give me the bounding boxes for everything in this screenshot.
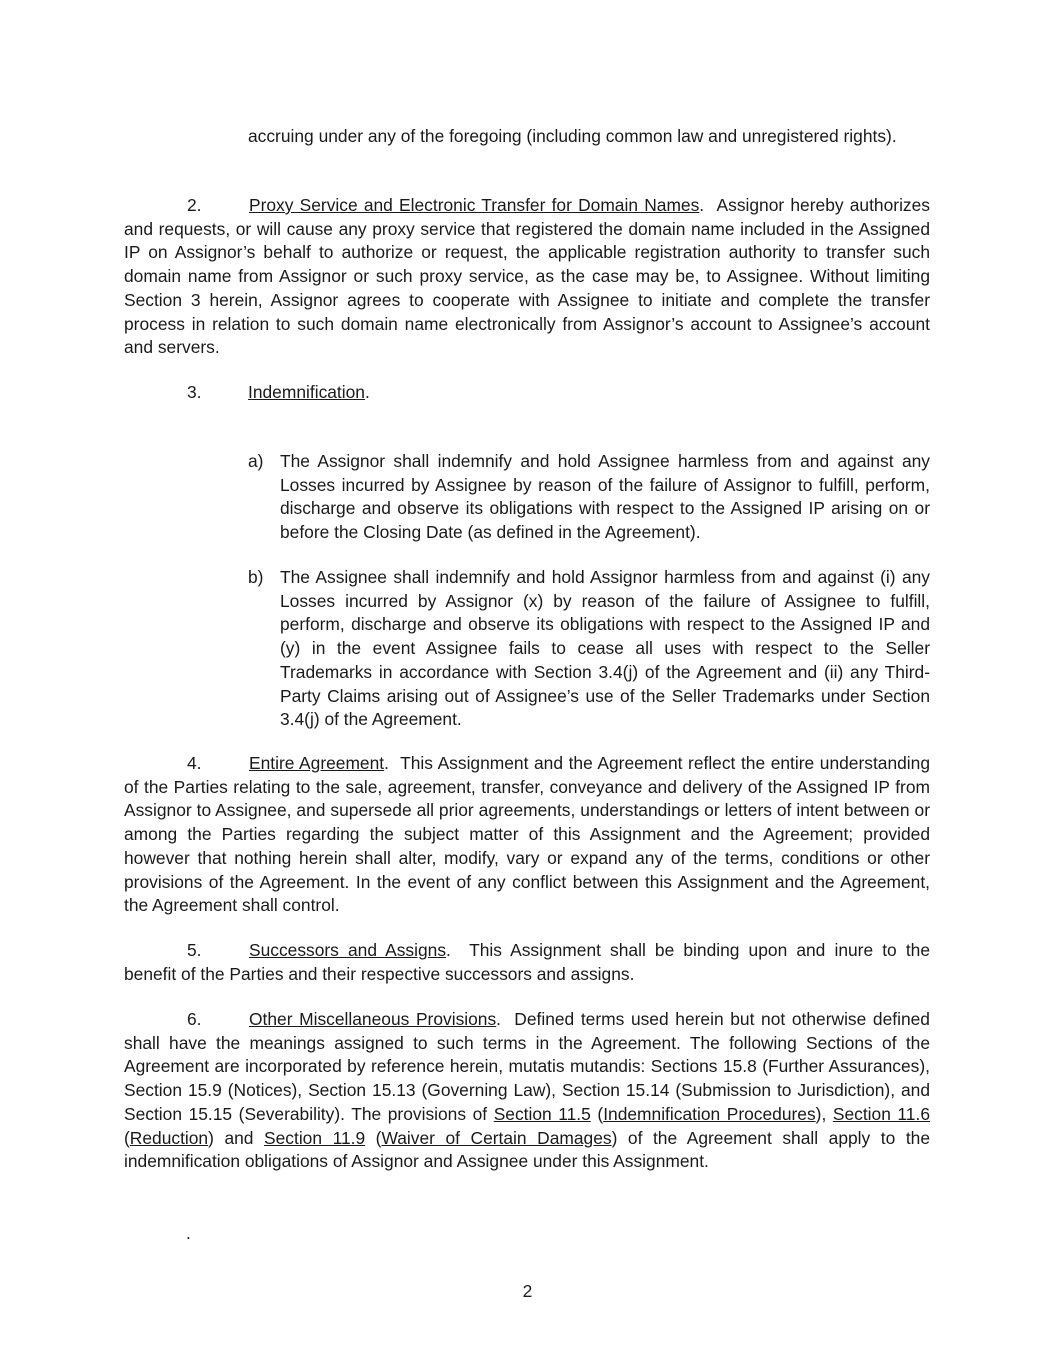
section-3-number: 3.: [187, 382, 202, 402]
section-11-9-ref: Section 11.9: [264, 1127, 366, 1148]
section-3b-text: The Assignee shall indemnify and hold Assignor harmless from and against (i) any Losses incurred by Assignor (x) by reason of the failure of Assignee to fulfill, perform, discharge and observe its obligations with respect to the Assigned IP and (y) in the event Assignee fails to cease all uses with respect to the Seller Trademarks in accordance with Section 3.4(j) of the Agreement and (ii) any Third-Party Claims arising out of Assignee’s use of the Seller Trademarks under Section 3.4(j) of the Agreement.: [280, 567, 930, 730]
section-11-5-ref: Section 11.5: [493, 1103, 591, 1124]
section-4-number: 4.: [187, 753, 202, 773]
section-6-title: Other Miscellaneous Provisions: [249, 1009, 497, 1029]
section-4-paragraph: 4. Entire Agreement. This Assignment and the Agreement reflect the entire understanding of the Parties relating to the sale, agreement, transfer, conveyance and delivery of the Assigned IP from Assignor to Assignee, and supersede all prior agreements, understandings or letters of intent between or among the Parties regarding the subject matter of this Assignment and the Agreement; provided however that nothing herein shall alter, modify, vary or expand any of the terms, conditions or other provisions of the Agreement. In the event of any conflict between this Assignment and the Agreement, the Agreement shall control.: [124, 753, 931, 916]
section-4-text: This Assignment and the Agreement reflect the entire understanding of the Parties relating to the sale, agreement, transfer, conveyance and delivery of the Assigned IP from Assignor to Assignee, and supersede all prior agreements, understandings or letters of intent between or among the Parties regarding the subject matter of this Assignment and the Agreement; provided however that nothing herein shall alter, modify, vary or expand any of the terms, conditions or other provisions of the Agreement. In the event of any conflict between this Assignment and the Agreement, the Agreement shall control.: [124, 753, 931, 916]
page-number: 2: [522, 1281, 533, 1301]
section-6-number: 6.: [187, 1009, 202, 1029]
section-2-title: Proxy Service and Electronic Transfer for Domain Names: [249, 195, 700, 215]
section-11-6-ref: Section 11.6: [832, 1103, 930, 1124]
section-5-number: 5.: [187, 940, 202, 960]
intro-paragraph: accruing under any of the foregoing (including common law and unregistered rights).: [248, 126, 897, 146]
section-5-paragraph: 5. Successors and Assigns. This Assignment shall be binding upon and inure to the benefit of the Parties and their respective successors and assigns.: [124, 940, 931, 984]
section-3-heading: Indemnification.: [248, 382, 370, 402]
list-label-a: a): [248, 451, 264, 471]
section-11-5-ref-name: Indemnification Procedures: [603, 1103, 816, 1124]
section-2-number: 2.: [187, 195, 202, 215]
section-6-text-2: of the Agreement shall apply to the indemnification obligations of Assignor and Assignee under this Assignment.: [124, 1127, 930, 1172]
list-label-b: b): [248, 567, 264, 587]
section-2-text: Assignor hereby authorizes and requests, or will cause any proxy service that registered the domain name included in the Assigned IP on Assignor’s behalf to authorize or request, the applicable registration authority to transfer such domain name from Assignor or such proxy service, as the case may be, to Assignee. Without limiting Section 3 herein, Assignor agrees to cooperate with Assignee to initiate and complete the transfer process in relation to such domain name electronically from Assignor’s account to Assignee’s account and servers.: [124, 195, 930, 358]
section-3a-text: The Assignor shall indemnify and hold Assignee harmless from and against any Losses incurred by Assignee by reason of the failure of Assignor to fulfill, perform, discharge and observe its obligations with respect to the Assigned IP arising on or before the Closing Date (as defined in the Agreement).: [280, 451, 930, 543]
section-11-6-ref-name: Reduction: [129, 1127, 209, 1148]
section-6-text-1: Defined terms used herein but not otherwise defined shall have the meanings assigned to such terms in the Agreement. The following Sections of the Agreement are incorporated by reference herein, mutatis mutandis: Sections 15.8 (Further Assurances), Section 15.9 (Notices), Section 15.13 (Governing Law), Section 15.14 (Submission to Jurisdiction), and Section 15.15 (Severability). The provisions of: [124, 1009, 930, 1124]
section-3-title: Indemnification: [248, 382, 365, 402]
section-5-title: Successors and Assigns: [249, 940, 447, 960]
section-2-paragraph: 2. Proxy Service and Electronic Transfer for Domain Names. Assignor hereby authorizes and requests, or will cause any proxy service that registered the domain name included in the Assigned IP on Assignor’s behalf to authorize or request, the applicable registration authority to transfer such domain name from Assignor or such proxy service, as the case may be, to Assignee. Without limiting Section 3 herein, Assignor agrees to cooperate with Assignee to initiate and complete the transfer process in relation to such domain name electronically from Assignor’s account to Assignee’s account and servers.: [124, 195, 930, 358]
section-4-title: Entire Agreement: [249, 753, 385, 773]
section-11-9-ref-name: Waiver of Certain Damages: [381, 1127, 612, 1148]
section-6-paragraph: 6. Other Miscellaneous Provisions. Defined terms used herein but not otherwise defined shall have the meanings assigned to such terms in the Agreement. The following Sections of the Agreement are incorporated by reference herein, mutatis mutandis: Sections 15.8 (Further Assurances), Section 15.9 (Notices), Section 15.13 (Governing Law), Section 15.14 (Submission to Jurisdiction), and Section 15.15 (Severability). The provisions of Section 11.5 (Indemnification Procedures), Section 11.6 (Reduction) and Section 11.9 (Waiver of Certain Damages) of the Agreement shall apply to the indemnification obligations of Assignor and Assignee under this Assignment.: [124, 1009, 930, 1172]
section-5-text: This Assignment shall be binding upon and inure to the benefit of the Parties and their respective successors and assigns.: [124, 940, 931, 984]
trailing-dot: .: [186, 1223, 191, 1243]
